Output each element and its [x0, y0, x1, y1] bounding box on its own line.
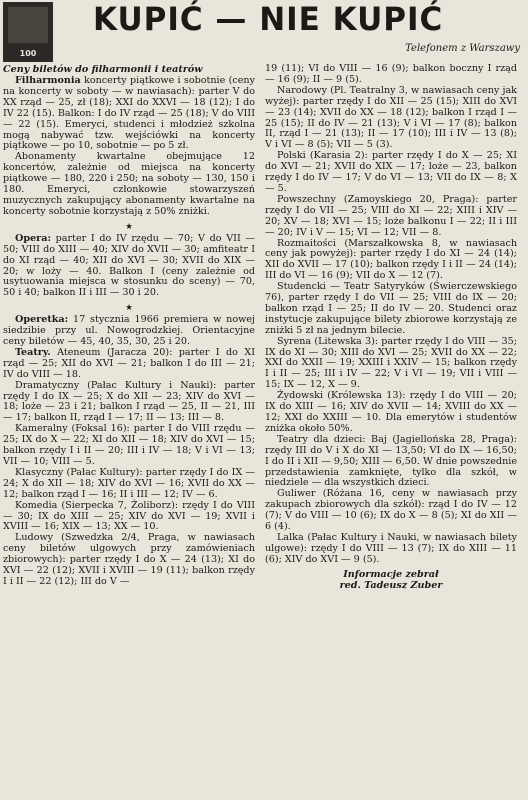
paragraph-teatry-dla-dzieci: Teatry dla dzieci: Baj (Jagiellońska 28, Praga): rzędy III do V i X do XI — 13,50; VI do IX — 16,50; I do II i XII — 9,50; XIII — 6,50. W dnie powszednie przedstawienia zamknięte, tylko dla szkół, w niedziele — dla wszystkich dzieci.	[265, 433, 517, 489]
paragraph-opera: Opera: parter I do IV rzędu — 70; V do VII — 50; VIII do XIII — 40; XIV do XVII — 30; amfiteatr I do XI rząd — 40; XII do XVI — 30; XVII do XIX — 20; w loży — 40. Balkon I (ceny zależnie od usytuowania miejsca w stosunku do sceny) — 70, 50 i 40; balkon II i III — 30 i 20.	[3, 232, 255, 299]
logo-number: 100	[19, 49, 37, 58]
paragraph-komedia: Komedia (Sierpecka 7, Żoliborz): rzędy I do VIII — 30; IX do XIII — 25; XIV do XVI — 19; XVII i XVIII — 16; XIX — 13; XX — 10.	[3, 499, 255, 533]
section-heading: Ceny biletów do filharmonii i teatrów	[3, 64, 203, 75]
paragraph-guliwer: Guliwer (Różana 16, ceny w nawiasach przy zakupach zbiorowych dla szkół): rząd I do IV — 12 (7); V do VIII — 10 (6); IX do X — 8 (5); XI do XII — 6 (4).	[265, 488, 517, 533]
logo-picture	[8, 7, 48, 43]
right-column	[265, 64, 517, 800]
paragraph-lalka: Lalka (Pałac Kultury i Nauki, w nawiasach bilety ulgowe): rzędy I do VIII — 13 (7); IX do XIII — 11 (6); XIV do XVI — 9 (5).	[265, 531, 517, 565]
column-logo	[3, 2, 53, 62]
left-column	[3, 64, 255, 800]
paragraph-ludowy: Ludowy (Szwedzka 2/4, Praga, w nawiasach ceny biletów ulgowych przy zamówieniach zbiorowych): parter rzędy I do X — 24 (13); XI do XVI — 22 (12); XVII i XVIII — 19 (11); balkon rzędy I i II — 22 (12); III do V —	[3, 532, 255, 587]
paragraph-polski: Polski (Karasia 2): parter rzędy I do X — 25; XI do XVI — 21; XVII do XIX — 17; loże — 23, balkon rzędy I do IV — 17; V do VI — 13; VII do IX — 8; X — 5.	[265, 150, 517, 194]
paragraph-powszechny: Powszechny (Zamoyskiego 20, Praga): parter rzędy I do VII — 25; VIII do XI — 22; XIII i XIV — 20; XV — 18; XVI — 15; loże balkonu I — 22; II i III — 20; IV i V — 15; VI — 12; VII — 8.	[265, 193, 517, 238]
paragraph-abonamenty: Abonamenty kwartalne obejmujące 12 koncertów, zależnie od miejsca na koncerty piątkowe — 180, 220 i 250; na soboty — 130, 150 i 180. Emeryci, członkowie stowarzyszeń muzycznych zakupujący abonamenty kwartalne na koncerty sobotnie korzystają z 50% zniżki.	[3, 151, 255, 217]
paragraph-ateneum: Teatry. Ateneum (Jaracza 20): parter I do XI rząd — 25; XII do XVI — 21; balkon I do III — 21; IV do VIII — 18.	[3, 346, 255, 380]
star-separator: ★	[125, 303, 133, 314]
paragraph-zydowski: Żydowski (Królewska 13): rzędy I do VIII — 20; IX do XIII — 16; XIV do XVII — 14; XVIII do XX — 12; XXI do XXIII — 10. Dla emerytów i studentów zniżka około 50%.	[265, 390, 517, 434]
paragraph-kameralny: Kameralny (Foksal 16): parter I do VIII rzędu — 25; IX do X — 22; XI do XII — 18; XIV do XVI — 15; balkon rzędy I i II — 20; III i IV — 18; V i VI — 13; VII — 10; VIII — 5.	[3, 423, 255, 467]
masthead	[3, 2, 524, 64]
paragraph-ludowy-cont: 19 (11); VI do VIII — 16 (9); balkon boczny I rząd — 16 (9); II — 9 (5).	[265, 64, 517, 85]
paragraph-studencki: Studencki — Teatr Satyryków (Świerczewskiego 76), parter rzędy I do VII — 25; VIII do IX — 20; balkon rząd I — 25; II do IV — 20. Studenci oraz instytucje zakupujące bilety zbiorowe korzystają ze zniżki 5 zł na jednym bilecie.	[265, 281, 517, 336]
signature-line-1: Informacje zebrał	[343, 568, 439, 580]
paragraph-klasyczny: Klasyczny (Pałac Kultury): parter rzędy I do IX — 24; X do XII — 18; XIV do XVI — 16; XVII do XX — 12; balkon rząd I — 16; II i III — 12; IV — 6.	[3, 466, 255, 500]
article-columns	[3, 64, 523, 800]
paragraph-rozmaitosci: Rozmaitości (Marszałkowska 8, w nawiasach ceny jak powyżej): parter rzędy I do XI — 24 (14); XII do XVII — 17 (10); balkon rzędy I i II — 24 (14); III do VI — 16 (9); VII do X — 12 (7).	[265, 237, 517, 282]
paragraph-filharmonia: Filharmonia koncerty piątkowe i sobotnie (ceny na koncerty w soboty — w nawiasach): parter V do XX rząd — 25, zł (18); XXI do XXVI — 18 (12); I do IV 22 (15). Balkon: I do IV rząd — 25 (18); V do VIII — 22 (15). Emeryci, studenci i młodzież szkolna mogą nabywać tzw. wejściówki na koncerty piątkowe — po 10, sobotnie — po 5 zł.	[3, 75, 255, 152]
dateline: Telefonem z Warszawy	[405, 43, 520, 54]
paragraph-dramatyczny: Dramatyczny (Pałac Kultury i Nauki): parter rzędy I do IX — 25; X do XII — 23; XIV do XVI — 18; loże — 23 i 21; balkon I rząd — 25, II — 21, III — 17; balkon II, rząd I — 17; II — 13; III — 8.	[3, 379, 255, 424]
paragraph-syrena: Syrena (Litewska 3): parter rzędy I do VIII — 35; IX do XI — 30; XIII do XVI — 25; XVII do XX — 22; XXI do XXII — 19; XXIII i XXIV — 15; balkon rzędy I i II — 25; III i IV — 22; V i VI — 19; VII i VIII — 15; IX — 12, X — 9.	[265, 335, 517, 391]
paragraph-narodowy: Narodowy (Pl. Teatralny 3, w nawiasach ceny jak wyżej): parter rzędy I do XII — 25 (15); XIII do XVI — 23 (14); XVII do XX — 18 (12); balkon I rząd I — 25 (15); II do IV — 21 (13); V i VI — 17 (8); balkon II, rząd I — 21 (13); II — 17 (10); III i IV — 13 (8); V i VI — 8 (5); VII — 5 (3).	[265, 84, 517, 151]
star-separator: ★	[125, 221, 133, 232]
signature-line-2: red. Tadeusz Zuber	[339, 579, 443, 591]
page-title: KUPIĆ — NIE KUPIĆ	[93, 0, 444, 38]
paragraph-operetka: Operetka: 17 stycznia 1966 premiera w nowej siedzibie przy ul. Nowogrodzkiej. Orientacyjne ceny biletów — 45, 40, 35, 30, 25 i 20.	[3, 314, 255, 348]
